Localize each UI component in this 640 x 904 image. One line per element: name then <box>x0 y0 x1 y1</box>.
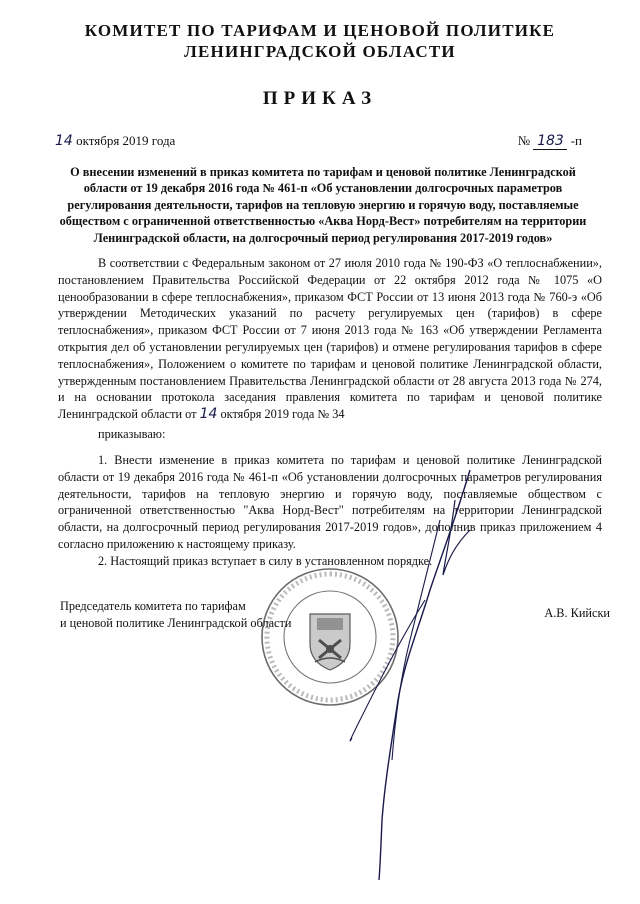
order-word-block <box>58 426 602 443</box>
official-seal-stamp <box>255 562 405 712</box>
order-item-2: 2. Настоящий приказ вступает в силу в установленном порядке. <box>98 553 433 568</box>
number-prefix: № <box>517 133 534 148</box>
signatory-name: А.В. Кийски <box>544 606 610 620</box>
handwritten-number: 183 <box>533 133 567 150</box>
handwritten-protocol-day: 14 <box>199 406 218 423</box>
order-items <box>58 444 602 570</box>
document-subject: О внесении изменений в приказ комитета по тарифам и ценовой политике Ленинградской области от 19 декабря 2016 года № 461-п «Об установлении долгосрочных параметров регулирования деятельности, тарифов на тепловую энергию и горячую воду, поставляемые обществом с ограниченной ответственностью «Аква Норд-Вест» потребителям на территории Ленинградской области, на долгосрочный период регулирования 2017-2019 годов» <box>59 165 587 245</box>
order-item-1: 1. Внести изменение в приказ комитета по тарифам и ценовой политике Ленинградской области от 19 декабря 2016 года № 461-п «Об установлении долгосрочных параметров регулирования деятельности, тарифов на тепловую энергию и горячую воду, поставляемые обществом с ограниченной ответственностью "Аква Норд-Вест" потребителям на территории Ленинградской области, на долгосрочный период регулирования 2017-2019 годов», дополнив приказ приложением 4 согласно приложению к настоящему приказу. <box>58 453 602 551</box>
coat-of-arms-icon <box>310 614 350 670</box>
order-word: приказываю: <box>98 427 166 441</box>
preamble-text: В соответствии с Федеральным законом от 27 июля 2010 года № 190-ФЗ «О теплоснабжении», постановлением Правительства Российской Федерации от 22 октября 2012 года № 1075 «О ценообразовании в сфере теплоснабжения», приказом ФСТ России от 13 июня 2013 года № 760-э «Об утверждении Методических указаний по расчету регулируемых цен (тарифов) в сфере теплоснабжения», приказом ФСТ России от 7 июня 2013 года № 163 «Об утверждении Регламента открытия дел об установлении регулируемых цен (тарифов) и отмене регулирования тарифов в сфере теплоснабжения», Положением о комитете по тарифам и ценовой политике Ленинградской области, утвержденным постановлением Правительства Ленинградской области от 28 августа 2013 года № 274, и на основании протокола заседания правления комитета по тарифам и ценовой политике Ленинградской области от <box>58 256 602 422</box>
signatory-title-line-2: и ценовой политике Ленинградской области <box>60 616 292 630</box>
date-rest: октября 2019 года <box>72 133 176 148</box>
document-type-title: ПРИКАЗ <box>262 88 378 109</box>
document-number <box>518 133 582 150</box>
preamble-paragraph <box>58 255 602 423</box>
signatory-title-line-1: Председатель комитета по тарифам <box>60 599 246 613</box>
number-suffix: -п <box>567 133 582 148</box>
handwritten-day: 14 <box>55 133 73 149</box>
header-line-1: КОМИТЕТ ПО ТАРИФАМ И ЦЕНОВОЙ ПОЛИТИКЕ <box>84 21 556 40</box>
preamble-end: октября 2019 года № 34 <box>217 407 345 422</box>
committee-header <box>60 20 580 62</box>
document-date <box>55 133 175 149</box>
header-line-2: ЛЕНИНГРАДСКОЙ ОБЛАСТИ <box>184 42 456 61</box>
